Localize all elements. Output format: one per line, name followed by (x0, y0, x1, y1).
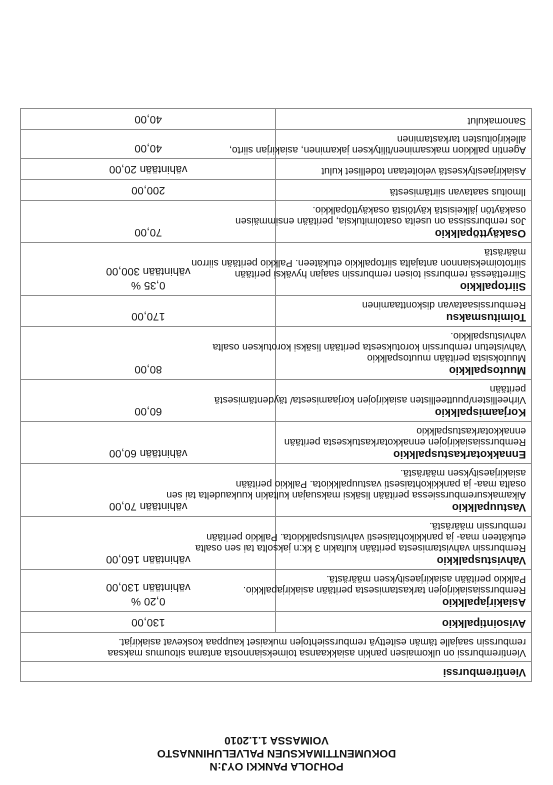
fee-description (166, 464, 532, 517)
fee-amount: vähintään 60,00 (109, 447, 188, 459)
fee-row (21, 380, 532, 422)
fee-description-line: ennakkotarkastuspalkkio (416, 425, 526, 436)
fee-title: Asiakirjapalkkio (442, 596, 526, 608)
fee-amount: 130,00 (131, 616, 166, 628)
fee-title: Siirtopalkkio (459, 280, 526, 292)
fee-description-line: Remburssin vahvistamisesta peritään kultakin 3 kk:n jaksolta tai sen osalta (195, 542, 526, 553)
fee-description-line: siirtotoimeksiannon antajalta siirtopalkkio etukäteen. Palkkio peritään siirron (191, 257, 526, 268)
fee-description-line: remburssin määrästä. (429, 520, 526, 531)
fee-row (21, 612, 532, 633)
fee-description-line: osakäytön jälkeisistä käytöistä osakäyttöpalkkio. (312, 204, 526, 215)
fee-description (276, 422, 532, 464)
fee-amount: vähintään 20,00 (109, 163, 188, 175)
fee-row (21, 130, 532, 159)
fee-row (21, 633, 532, 662)
fee-description (195, 517, 532, 570)
fee-amount: 40,00 (134, 142, 163, 154)
fee-description-line: Palkkio peritään asiakirjaesityksen määrästä. (326, 573, 526, 584)
fee-description (276, 296, 532, 327)
fee-price (21, 327, 277, 380)
fee-description-line: asiakirjaesityksen määrästä. (400, 467, 526, 478)
fee-description (276, 180, 532, 201)
fee-price (21, 180, 277, 201)
fee-amount: 0,20 % (131, 595, 166, 607)
fee-description (21, 662, 532, 682)
fee-description (276, 159, 532, 180)
fee-description-line: Siirrettäessä remburssi toisen remburssin saajan hyväksi peritään (234, 268, 526, 279)
fee-row (21, 662, 532, 682)
fee-description (214, 380, 532, 422)
fee-description-line: Virheellisten/puutteellisten asiakirjojen korjaamisesta/ täydentämisestä (214, 394, 526, 405)
fee-description-line: remburssin saajalle tämän esitettyä remburssiehtojen mukaiset kauppaa koskevat asiakirjat. (118, 636, 526, 647)
fee-description-line: Jos remburssissa on useita osatoimituksia, peritään ensimmäisen (235, 215, 526, 226)
fee-price (21, 422, 277, 464)
price-list-title: DOKUMENTTIMAKSUEN PALVELUHINNASTO (157, 747, 396, 759)
fee-description-line: Aikamaksuremburssiessa peritään lisäksi maksuajan kultakin kuukaudelta tai sen (166, 489, 526, 500)
fee-row (21, 327, 532, 380)
fee-description-line: Vientiremburssi on ulkomaisen pankin asiakkaansa toimeksiannosta antama sitoumus maksaa (107, 647, 526, 658)
fee-title: Vastuupalkkio (452, 501, 526, 513)
fee-row (21, 243, 532, 296)
fee-description (243, 570, 532, 612)
fee-description (276, 109, 532, 130)
fee-amount: vähintään 160,00 (106, 553, 191, 565)
fee-price (21, 570, 277, 612)
fee-description-line: etukäteen maa- ja pankkikohtaisesti vahvistuspalkkiota. Palkkio peritään (206, 531, 526, 542)
fee-amount: 200,00 (131, 184, 166, 196)
fee-amount: 0,35 % (131, 279, 166, 291)
fee-title: Muutospalkkio (448, 364, 526, 376)
fee-title: Ennakkotarkastuspalkkio (393, 448, 526, 460)
fee-description (235, 201, 532, 243)
fee-description-line: allekirjoitusten tarkastaminen (397, 133, 526, 144)
fee-description (21, 633, 532, 662)
fee-description-line: Agentin palkkion maksaminen/tilityksen jakaminen, asiakirjan siirto, (229, 144, 526, 155)
fee-title: Avisointipalkkio (442, 617, 526, 629)
fee-description-line: Asiakirjaesityksestä veloitetaan todelliset kulut (321, 165, 526, 176)
fee-price (21, 109, 277, 130)
fee-title: Osakäyttöpalkkio (434, 227, 526, 239)
fee-row (21, 464, 532, 517)
fee-description-line: osalta maa- ja pankkikohtaisesti vastuupalkkiota. Palkkio peritään (235, 478, 526, 489)
fee-description-line: vahvistuspalkkio. (450, 330, 526, 341)
fee-title: Vahvistuspalkkio (436, 554, 526, 566)
fee-amount: vähintään 70,00 (109, 500, 188, 512)
fee-description-line: Remburssiasiakirjojen tarkastamisesta peritään asiakirjapalkkio. (243, 584, 526, 595)
fee-description-line: Vahvistetun remburssin korotuksesta peritään lisäksi korotuksen osalta (212, 341, 526, 352)
bank-name: POHJOLA PANKKI OYJ:N (209, 760, 344, 772)
fee-row (21, 201, 532, 243)
fee-title: Toimitusmaksu (446, 311, 526, 323)
fee-description-line: Sanomakulut (467, 115, 526, 126)
fee-row (21, 517, 532, 570)
fee-row (21, 180, 532, 201)
fee-row (21, 159, 532, 180)
fee-row (21, 109, 532, 130)
fee-description (212, 327, 532, 380)
fee-amount: 70,00 (134, 226, 163, 238)
fee-amount: 170,00 (131, 310, 166, 322)
fee-description (276, 612, 532, 633)
fee-row (21, 422, 532, 464)
fee-amount: 80,00 (134, 363, 163, 375)
fee-title: Korjaamispalkkio (434, 406, 526, 418)
fee-price (21, 296, 277, 327)
fee-description (229, 130, 532, 159)
fee-description-line: määrästä (484, 246, 526, 257)
fee-row (21, 570, 532, 612)
fee-table-body (21, 109, 532, 682)
fee-title: Vientiremburssi (443, 666, 526, 678)
validity-date: VOIMASSA 1.1.2010 (224, 734, 329, 746)
fee-description-line: Remburssiasiakirjojen ennakkotarkastuksesta peritään (284, 436, 526, 447)
fee-price (21, 159, 277, 180)
document-header (0, 733, 553, 772)
fee-description-line: Muutoksista peritään muutospalkkio (367, 352, 526, 363)
fee-price (21, 612, 277, 633)
fee-amount: 60,00 (134, 405, 163, 417)
fee-amount: 40,00 (134, 113, 163, 125)
fee-description-line: peritään (489, 383, 526, 394)
fee-row (21, 296, 532, 327)
fee-description-line: Ilmoitus saatavan siirtämisestä (389, 186, 526, 197)
fee-amount: vähintään 300,00 (106, 265, 191, 277)
fee-description-line: Remburssisaatavan diskonttaaminen (362, 299, 526, 310)
fee-amount: vähintään 130,00 (106, 581, 191, 593)
fee-table (20, 108, 532, 682)
fee-description (191, 243, 532, 296)
